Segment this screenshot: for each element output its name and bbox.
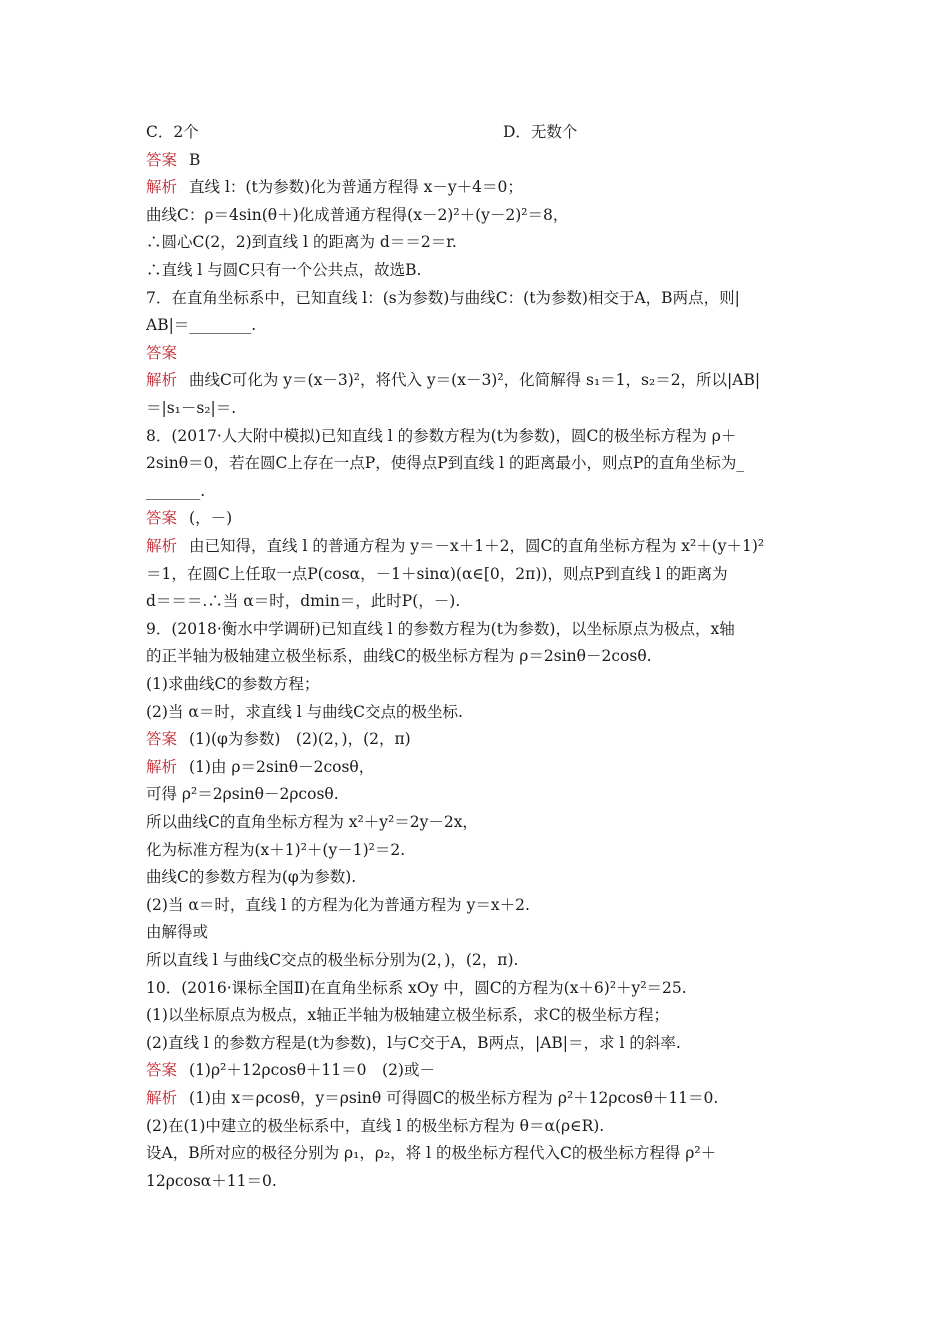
- line-text: (1)以坐标原点为极点，x轴正半轴为极轴建立极坐标系，求C的极坐标方程；: [146, 1006, 670, 1025]
- line-text: 9．(2018·衡水中学调研)已知直线 l 的参数方程为(t为参数)，以坐标原点为极点，x轴: [146, 619, 735, 638]
- text-line: [146, 1168, 810, 1194]
- line-text: 曲线C可化为 y＝(x－3)²，将代入 y＝(x－3)²，化简解得 s₁＝1，s₂＝2，所以|AB|: [189, 371, 761, 390]
- text-line: [146, 423, 810, 449]
- text-line: [146, 1085, 810, 1111]
- analysis-label: 解析: [146, 537, 178, 555]
- line-text: (2)在(1)中建立的极坐标系中，直线 l 的极坐标方程为 θ＝α(ρ∈R).: [146, 1116, 605, 1135]
- line-text: (1)(φ为参数) (2)(2，)，(2，π): [189, 730, 411, 749]
- text-line: [146, 174, 810, 200]
- line-text: ∴直线 l 与圆C只有一个公共点，故选B.: [146, 261, 422, 279]
- line-text: 的正半轴为极轴建立极坐标系，曲线C的极坐标方程为 ρ＝2sinθ－2cosθ.: [146, 647, 652, 666]
- text-line: [146, 1140, 810, 1166]
- analysis-label: 解析: [146, 371, 178, 390]
- line-text: 2sinθ＝0，若在圆C上存在一点P，使得点P到直线 l 的距离最小，则点P的直角坐标为_: [146, 454, 745, 473]
- answer-label: 答案: [146, 150, 178, 169]
- analysis-label: 解析: [146, 757, 178, 776]
- text-line: [146, 1002, 810, 1028]
- line-text: ∴圆心C(2，2)到直线 l 的距离为 d＝＝2＝r.: [146, 233, 457, 252]
- text-line: [146, 643, 810, 669]
- text-line: [146, 892, 810, 918]
- line-text: 直线 l：(t为参数)化为普通方程得 x－y＋4＝0；: [189, 178, 523, 197]
- line-text: (1)求曲线C的参数方程；: [146, 675, 320, 693]
- text-line: [146, 699, 810, 725]
- text-line: [146, 229, 810, 255]
- line-text: 化为标准方程为(x＋1)²＋(y－1)²＝2.: [146, 840, 406, 859]
- answer-label: 答案: [146, 730, 178, 749]
- text-line: [146, 340, 810, 366]
- answer-label: 答案: [146, 343, 178, 362]
- text-line: [146, 450, 810, 476]
- line-text: 由已知得，直线 l 的普通方程为 y＝－x＋1＋2，圆C的直角坐标方程为 x²＋(y＋1)²: [189, 537, 765, 555]
- line-text: 曲线C：ρ＝4sin(θ＋)化成普通方程得(x－2)²＋(y－2)²＝8，: [146, 205, 569, 224]
- line-text: (2)当 α＝时，求直线 l 与曲线C交点的极坐标.: [146, 702, 463, 721]
- line-text: (1)由 x＝ρcosθ，y＝ρsinθ 可得圆C的极坐标方程为 ρ²＋12ρcosθ＋11＝0.: [189, 1089, 719, 1107]
- text-line: [146, 202, 810, 228]
- text-line: [146, 257, 810, 283]
- text-line: [146, 1113, 810, 1139]
- text-line: [146, 1057, 810, 1083]
- text-line: [146, 367, 810, 393]
- line-text: 12ρcosα＋11＝0.: [146, 1171, 277, 1190]
- text-line: [146, 919, 810, 945]
- text-line: [146, 809, 810, 835]
- line-text: 7．在直角坐标系中，已知直线 l：(s为参数)与曲线C：(t为参数)相交于A，B两点，则|: [146, 288, 740, 307]
- text-line: [146, 781, 810, 807]
- text-line: [146, 147, 810, 173]
- text-line: [146, 312, 810, 338]
- text-line: [146, 395, 810, 421]
- answer-label: 答案: [146, 1061, 178, 1080]
- line-text: 由解得或: [146, 923, 209, 942]
- text-line: [146, 285, 810, 311]
- option-d: D．无数个: [503, 123, 578, 141]
- line-text: (2)直线 l 的参数方程是(t为参数)，l与C交于A，B两点，|AB|＝，求 l 的斜率.: [146, 1033, 681, 1052]
- line-text: (1)由 ρ＝2sinθ－2cosθ，: [189, 757, 375, 776]
- line-text: B: [189, 150, 201, 169]
- analysis-label: 解析: [146, 178, 178, 197]
- line-text: (2)当 α＝时，直线 l 的方程为化为普通方程为 y＝x＋2.: [146, 895, 530, 914]
- line-text: (，－): [189, 509, 233, 528]
- text-line: [146, 754, 810, 780]
- line-text: ＝1，在圆C上任取一点P(cosα，－1＋sinα)(α∈[0，2π))，则点P到直线 l 的距离为: [146, 564, 728, 583]
- line-text: d＝＝＝.∴当 α＝时，dmin＝，此时P(，－).: [146, 592, 461, 611]
- line-text: 8．(2017·人大附中模拟)已知直线 l 的参数方程为(t为参数)，圆C的极坐标方程为 ρ＋: [146, 426, 737, 445]
- text-line: [146, 533, 810, 559]
- answer-label: 答案: [146, 509, 178, 528]
- text-line: [146, 561, 810, 587]
- text-line: [146, 505, 810, 531]
- text-line: [146, 864, 810, 890]
- line-text: ＝|s₁－s₂|＝.: [146, 399, 237, 417]
- analysis-label: 解析: [146, 1089, 178, 1107]
- text-line: [146, 837, 810, 863]
- text-line: [146, 671, 810, 697]
- text-line: [146, 478, 810, 504]
- text-line: [146, 947, 810, 973]
- text-line: [146, 726, 810, 752]
- line-text: AB|＝________.: [146, 316, 257, 335]
- text-line: [146, 1030, 810, 1056]
- line-text: 曲线C的参数方程为(φ为参数).: [146, 868, 357, 887]
- line-text: (1)ρ²＋12ρcosθ＋11＝0 (2)或－: [189, 1061, 435, 1080]
- line-text: 所以曲线C的直角坐标方程为 x²＋y²＝2y－2x，: [146, 813, 478, 831]
- line-text: 所以直线 l 与曲线C交点的极坐标分别为(2，)，(2，π).: [146, 951, 519, 969]
- text-line: [146, 616, 810, 642]
- text-line: [146, 588, 810, 614]
- text-line: [146, 975, 810, 1001]
- line-text: C．2个: [146, 123, 199, 141]
- line-text: 可得 ρ²＝2ρsinθ－2ρcosθ.: [146, 785, 339, 804]
- line-text: 设A，B所对应的极径分别为 ρ₁，ρ₂，将 l 的极坐标方程代入C的极坐标方程得 ρ²＋: [146, 1144, 717, 1163]
- text-line: [146, 119, 810, 145]
- line-text: _______.: [146, 481, 206, 500]
- line-text: 10．(2016·课标全国Ⅱ)在直角坐标系 xOy 中，圆C的方程为(x＋6)²＋y²＝25.: [146, 978, 687, 997]
